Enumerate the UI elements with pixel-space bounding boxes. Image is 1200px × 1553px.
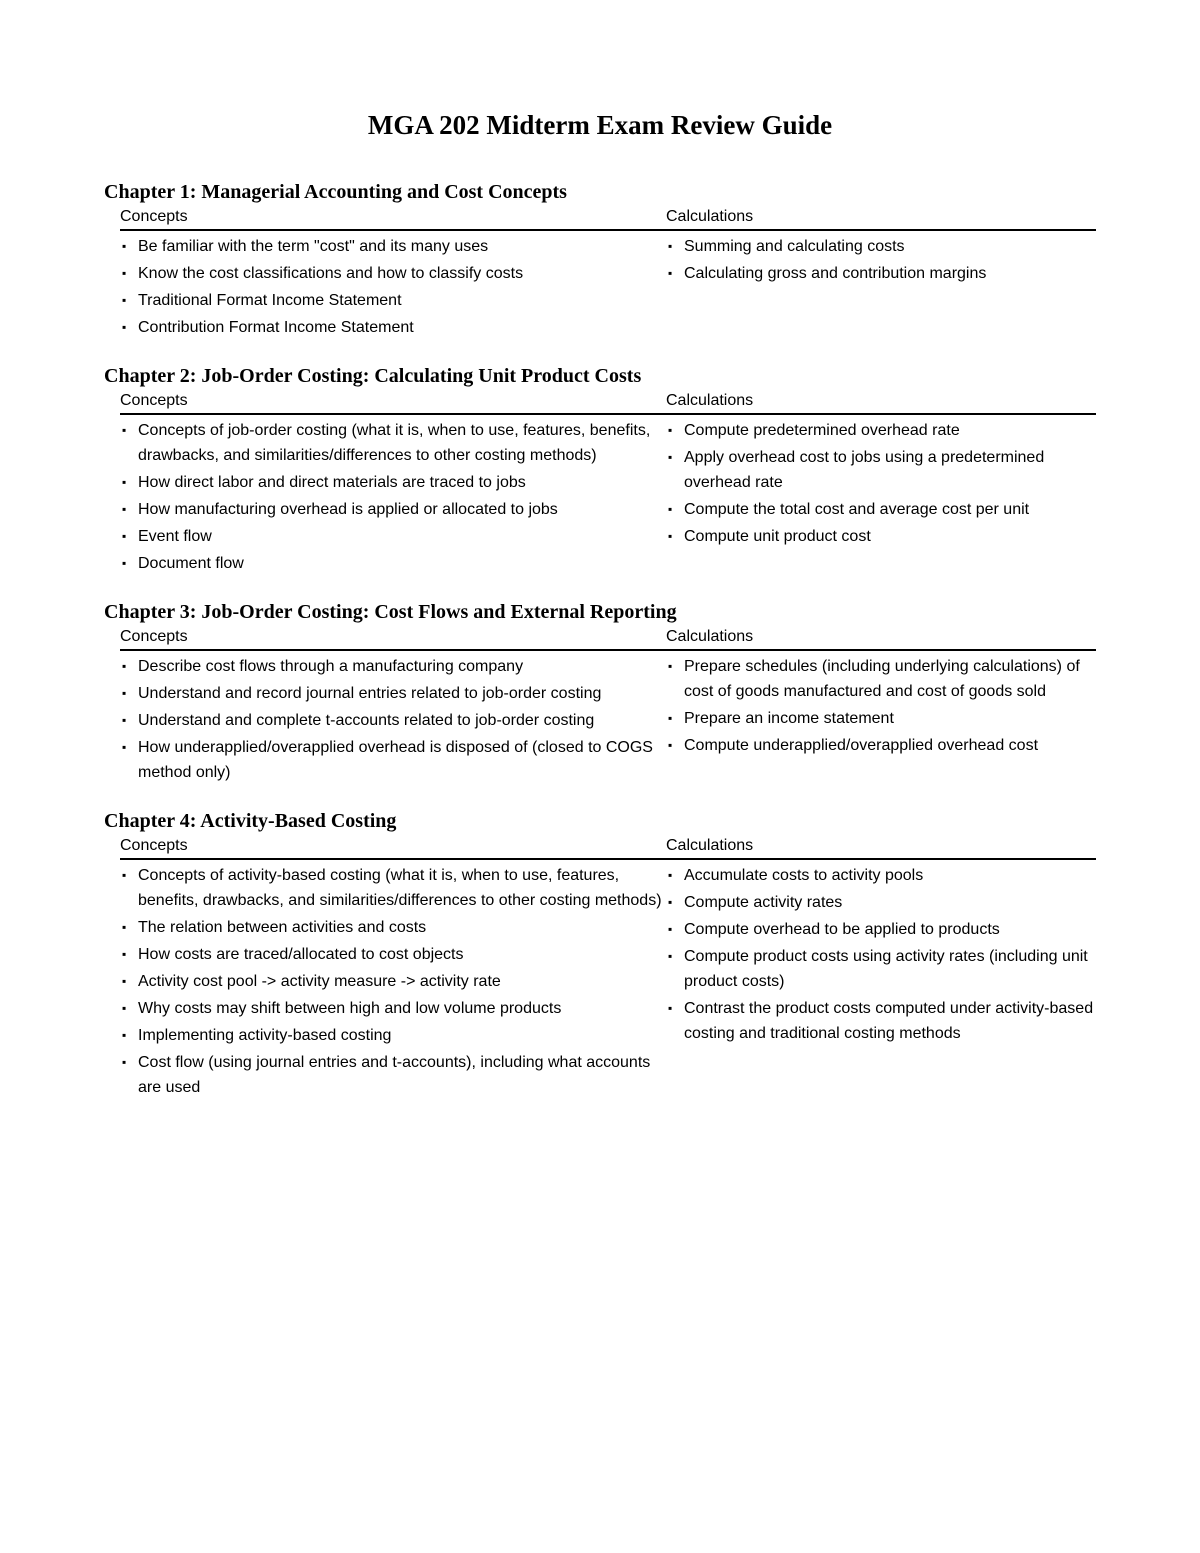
list-item xyxy=(666,706,1096,731)
list-item xyxy=(120,681,666,706)
list-item-text: Contribution Format Income Statement xyxy=(138,319,414,336)
bullet-icon: ▪ xyxy=(122,1001,127,1015)
list-item xyxy=(120,497,666,522)
concepts-header: Concepts xyxy=(120,837,188,854)
list-item-text: Compute product costs using activity rates (including unit product costs) xyxy=(684,948,1088,990)
list-item-text: Compute underapplied/overapplied overhead cost xyxy=(684,737,1039,754)
concepts-list xyxy=(120,234,666,342)
list-item xyxy=(666,917,1096,942)
bullet-icon: ▪ xyxy=(122,920,127,934)
list-item-text: Cost flow (using journal entries and t-accounts), including what accounts are used xyxy=(138,1054,651,1096)
concepts-header: Concepts xyxy=(120,628,188,645)
bullet-icon: ▪ xyxy=(122,713,127,727)
list-item-text: Compute activity rates xyxy=(684,894,843,911)
list-item xyxy=(666,524,1096,549)
calculations-list xyxy=(666,654,1096,787)
document-page xyxy=(104,108,1096,1124)
list-item-text: Compute the total cost and average cost per unit xyxy=(684,501,1030,518)
list-item-text: Contrast the product costs computed under activity-based costing and traditional costing methods xyxy=(684,1000,1094,1042)
list-item-text: Compute overhead to be applied to products xyxy=(684,921,1000,938)
chapter-section xyxy=(104,364,1096,578)
bullet-icon: ▪ xyxy=(122,947,127,961)
bullet-icon: ▪ xyxy=(668,738,673,752)
bullet-icon: ▪ xyxy=(668,922,673,936)
list-item xyxy=(120,261,666,286)
list-item xyxy=(666,261,1096,286)
bullet-icon: ▪ xyxy=(122,740,127,754)
calculations-list-items xyxy=(666,863,1096,1046)
bullet-icon: ▪ xyxy=(122,686,127,700)
list-item-text: Calculating gross and contribution margins xyxy=(684,265,987,282)
list-item-text: Compute unit product cost xyxy=(684,528,871,545)
concepts-header: Concepts xyxy=(120,392,188,409)
chapter-section xyxy=(104,809,1096,1102)
bullet-icon: ▪ xyxy=(668,868,673,882)
list-item xyxy=(666,418,1096,443)
bullet-icon: ▪ xyxy=(122,502,127,516)
bullet-icon: ▪ xyxy=(668,239,673,253)
list-item-text: Be familiar with the term "cost" and its many uses xyxy=(138,238,489,255)
list-item xyxy=(666,497,1096,522)
column-header-row xyxy=(120,390,1096,415)
list-item xyxy=(120,234,666,259)
list-item-text: Accumulate costs to activity pools xyxy=(684,867,924,884)
concepts-list-items xyxy=(120,418,666,576)
list-item-text: Compute predetermined overhead rate xyxy=(684,422,960,439)
list-item xyxy=(120,996,666,1021)
list-item xyxy=(120,524,666,549)
list-item-text: How costs are traced/allocated to cost objects xyxy=(138,946,464,963)
bullet-icon: ▪ xyxy=(668,450,673,464)
calculations-header: Calculations xyxy=(666,392,754,409)
bullet-icon: ▪ xyxy=(122,974,127,988)
list-item-text: Concepts of job-order costing (what it is, when to use, features, benefits, drawbacks, and similarities/differences to other costing methods) xyxy=(138,422,651,464)
chapter-section xyxy=(104,180,1096,342)
bullet-icon: ▪ xyxy=(122,1055,127,1069)
concepts-list xyxy=(120,863,666,1102)
list-item-text: Describe cost flows through a manufacturing company xyxy=(138,658,524,675)
bullet-icon: ▪ xyxy=(668,949,673,963)
list-item xyxy=(120,708,666,733)
chapter-columns xyxy=(120,651,1096,787)
list-item xyxy=(120,315,666,340)
list-item xyxy=(666,654,1096,704)
bullet-icon: ▪ xyxy=(122,293,127,307)
calculations-header: Calculations xyxy=(666,628,754,645)
concepts-list-items xyxy=(120,234,666,340)
bullet-icon: ▪ xyxy=(668,423,673,437)
bullet-icon: ▪ xyxy=(122,659,127,673)
list-item xyxy=(666,996,1096,1046)
bullet-icon: ▪ xyxy=(122,423,127,437)
list-item xyxy=(666,863,1096,888)
bullet-icon: ▪ xyxy=(122,266,127,280)
list-item xyxy=(120,1023,666,1048)
list-item-text: Understand and complete t-accounts related to job-order costing xyxy=(138,712,595,729)
bullet-icon: ▪ xyxy=(122,529,127,543)
list-item xyxy=(120,735,666,785)
list-item-text: The relation between activities and costs xyxy=(138,919,427,936)
bullet-icon: ▪ xyxy=(122,239,127,253)
list-item-text: Know the cost classifications and how to classify costs xyxy=(138,265,524,282)
list-item-text: Implementing activity-based costing xyxy=(138,1027,392,1044)
bullet-icon: ▪ xyxy=(668,1001,673,1015)
concepts-list xyxy=(120,654,666,787)
calculations-list-items xyxy=(666,234,1096,286)
chapters-container xyxy=(104,180,1096,1102)
chapter-columns xyxy=(120,860,1096,1102)
bullet-icon: ▪ xyxy=(668,502,673,516)
document-title: MGA 202 Midterm Exam Review Guide xyxy=(367,110,833,140)
chapter-title: Chapter 4: Activity-Based Costing xyxy=(104,810,397,832)
concepts-header: Concepts xyxy=(120,208,188,225)
bullet-icon: ▪ xyxy=(122,320,127,334)
list-item xyxy=(666,733,1096,758)
list-item xyxy=(666,890,1096,915)
column-header-row xyxy=(120,626,1096,651)
calculations-header: Calculations xyxy=(666,208,754,225)
list-item-text: Traditional Format Income Statement xyxy=(138,292,402,309)
list-item xyxy=(666,234,1096,259)
bullet-icon: ▪ xyxy=(668,659,673,673)
list-item xyxy=(666,445,1096,495)
list-item-text: Why costs may shift between high and low volume products xyxy=(138,1000,562,1017)
list-item-text: How direct labor and direct materials are traced to jobs xyxy=(138,474,526,491)
list-item xyxy=(120,288,666,313)
bullet-icon: ▪ xyxy=(122,475,127,489)
chapter-title: Chapter 2: Job-Order Costing: Calculating Unit Product Costs xyxy=(104,365,642,387)
bullet-icon: ▪ xyxy=(668,529,673,543)
list-item xyxy=(120,1050,666,1100)
list-item xyxy=(120,470,666,495)
list-item-text: Prepare schedules (including underlying calculations) of cost of goods manufactured and cost of goods sold xyxy=(684,658,1080,700)
concepts-list-items xyxy=(120,863,666,1100)
chapter-title: Chapter 3: Job-Order Costing: Cost Flows and External Reporting xyxy=(104,601,677,623)
list-item-text: Activity cost pool -> activity measure -> activity rate xyxy=(138,973,501,990)
chapter-title: Chapter 1: Managerial Accounting and Cost Concepts xyxy=(104,181,567,203)
calculations-list xyxy=(666,863,1096,1102)
list-item-text: Prepare an income statement xyxy=(684,710,894,727)
list-item xyxy=(120,969,666,994)
list-item xyxy=(666,944,1096,994)
list-item-text: Summing and calculating costs xyxy=(684,238,905,255)
column-header-row xyxy=(120,206,1096,231)
calculations-list-items xyxy=(666,418,1096,549)
bullet-icon: ▪ xyxy=(122,1028,127,1042)
list-item xyxy=(120,915,666,940)
bullet-icon: ▪ xyxy=(668,266,673,280)
bullet-icon: ▪ xyxy=(668,711,673,725)
list-item-text: How manufacturing overhead is applied or allocated to jobs xyxy=(138,501,558,518)
calculations-header: Calculations xyxy=(666,837,754,854)
list-item-text: Understand and record journal entries related to job-order costing xyxy=(138,685,602,702)
calculations-list xyxy=(666,234,1096,342)
column-header-row xyxy=(120,835,1096,860)
list-item xyxy=(120,551,666,576)
list-item-text: Concepts of activity-based costing (what it is, when to use, features, benefits, drawbacks, and similarities/differences to other costing methods) xyxy=(138,867,662,909)
calculations-list-items xyxy=(666,654,1096,758)
list-item xyxy=(120,654,666,679)
concepts-list-items xyxy=(120,654,666,785)
chapter-columns xyxy=(120,231,1096,342)
calculations-list xyxy=(666,418,1096,578)
chapter-section xyxy=(104,600,1096,787)
concepts-list xyxy=(120,418,666,578)
list-item xyxy=(120,942,666,967)
chapter-columns xyxy=(120,415,1096,578)
list-item-text: How underapplied/overapplied overhead is disposed of (closed to COGS method only) xyxy=(138,739,653,781)
list-item-text: Apply overhead cost to jobs using a predetermined overhead rate xyxy=(684,449,1045,491)
bullet-icon: ▪ xyxy=(668,895,673,909)
list-item-text: Event flow xyxy=(138,528,212,545)
list-item-text: Document flow xyxy=(138,555,244,572)
bullet-icon: ▪ xyxy=(122,556,127,570)
list-item xyxy=(120,863,666,913)
list-item xyxy=(120,418,666,468)
bullet-icon: ▪ xyxy=(122,868,127,882)
